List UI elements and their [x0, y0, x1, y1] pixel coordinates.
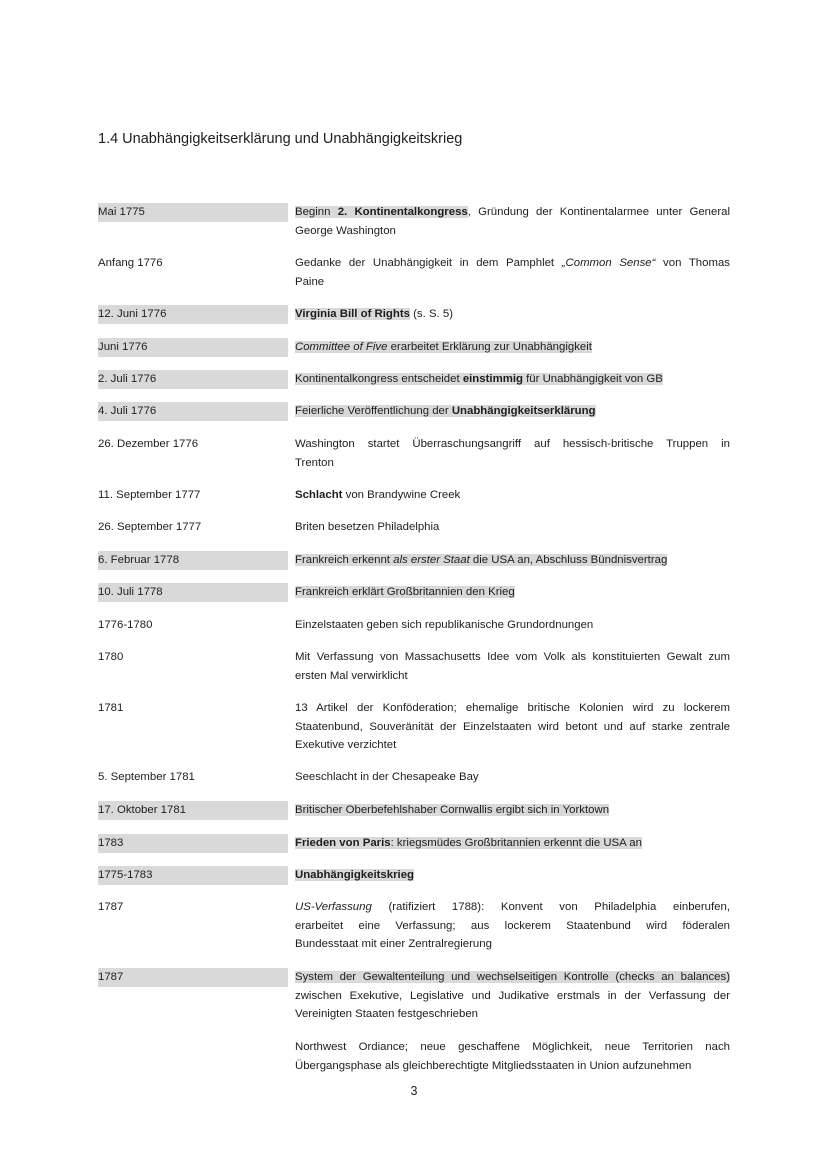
- page-number: 3: [410, 1084, 418, 1098]
- timeline-description: Virginia Bill of Rights (s. S. 5): [295, 308, 454, 320]
- timeline-description: 13 Artikel der Konföderation; ehemalige britische Kolonien wird zu lockerem Staatenbund, Souveränität der Einzelstaaten wird betont und auf starke zentrale Exekutive verzichtet: [295, 702, 730, 751]
- timeline-description: Washington startet Überraschungsangriff auf hessisch-britische Truppen in Trenton: [295, 438, 730, 469]
- timeline-description: Frankreich erkennt als erster Staat die USA an, Abschluss Bündnisvertrag: [295, 554, 668, 566]
- timeline-description: Schlacht von Brandywine Creek: [295, 489, 461, 501]
- timeline-description: Gedanke der Unabhängigkeit in dem Pamphlet „Common Sense“ von Thomas Paine: [295, 257, 730, 288]
- timeline-description: Kontinentalkongress entscheidet einstimmig für Unabhängigkeit von GB: [295, 373, 663, 385]
- timeline-description: Frieden von Paris: kriegsmüdes Großbritannien erkennt die USA an: [295, 837, 642, 849]
- timeline-date: 26. Dezember 1776: [98, 438, 199, 450]
- timeline-description: Britischer Oberbefehlshaber Cornwallis ergibt sich in Yorktown: [295, 804, 610, 816]
- timeline-description: Feierliche Veröffentlichung der Unabhängigkeitserklärung: [295, 405, 596, 417]
- timeline-date: 10. Juli 1778: [98, 583, 288, 602]
- timeline-date: Juni 1776: [98, 338, 288, 357]
- timeline-description: Einzelstaaten geben sich republikanische Grundordnungen: [295, 619, 594, 631]
- timeline-date: 1787: [98, 968, 288, 987]
- timeline-date: 26. September 1777: [98, 521, 202, 533]
- timeline-description: Unabhängigkeitskrieg: [295, 869, 414, 881]
- timeline-description: System der Gewaltenteilung und wechselseitigen Kontrolle (checks an balances) zwischen Exekutive, Legislative und Judikative erstmals in der Verfassung der Vereinigten Staaten festgeschrieben: [295, 971, 730, 1020]
- timeline-date: 1775-1783: [98, 866, 288, 885]
- timeline-date: Anfang 1776: [98, 257, 163, 269]
- timeline-description: US-Verfassung (ratifiziert 1788): Konvent von Philadelphia einberufen, erarbeitet eine Verfassung; aus lockerem Staatenbund wird föderalen Bundesstaat mit einer Zentralregierung: [295, 901, 730, 950]
- timeline-date: 12. Juni 1776: [98, 305, 288, 324]
- timeline-date: 1781: [98, 702, 124, 714]
- timeline-date: 5. September 1781: [98, 771, 195, 783]
- timeline-date: 1783: [98, 834, 288, 853]
- timeline-date: 11. September 1777: [98, 489, 201, 501]
- timeline-description: Northwest Ordiance; neue geschaffene Möglichkeit, neue Territorien nach Übergangsphase als gleichberechtigte Mitgliedsstaaten in Union aufzunehmen: [295, 1041, 730, 1072]
- timeline-description: Committee of Five erarbeitet Erklärung zur Unabhängigkeit: [295, 341, 592, 353]
- timeline-date: 1780: [98, 651, 124, 663]
- timeline-description: Mit Verfassung von Massachusetts Idee vom Volk als konstituierten Gewalt zum ersten Mal verwirklicht: [295, 651, 730, 682]
- section-heading: 1.4 Unabhängigkeitserklärung und Unabhängigkeitskrieg: [98, 131, 463, 147]
- timeline-date: 6. Februar 1778: [98, 551, 288, 570]
- timeline-description: Seeschlacht in der Chesapeake Bay: [295, 771, 479, 783]
- timeline-description: Beginn 2. Kontinentalkongress, Gründung der Kontinentalarmee unter General George Washington: [295, 206, 730, 237]
- timeline-description: Frankreich erklärt Großbritannien den Krieg: [295, 586, 515, 598]
- timeline-description: Briten besetzen Philadelphia: [295, 521, 440, 533]
- timeline-date: Mai 1775: [98, 203, 288, 222]
- timeline-date: 2. Juli 1776: [98, 370, 288, 389]
- timeline-date: 4. Juli 1776: [98, 402, 288, 421]
- timeline-date: 17. Oktober 1781: [98, 801, 288, 820]
- timeline-date: 1776-1780: [98, 619, 153, 631]
- timeline-date: 1787: [98, 901, 124, 913]
